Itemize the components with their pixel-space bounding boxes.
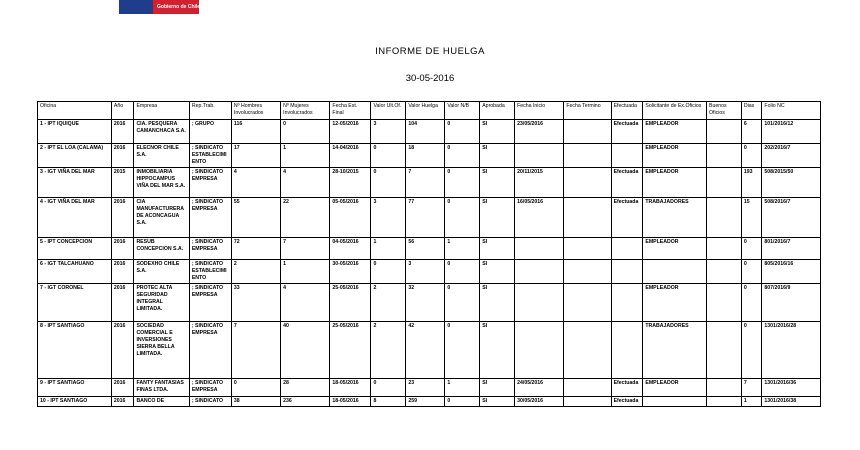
table-cell: ; GRUPO <box>189 120 231 144</box>
table-cell: 28-10/2015 <box>330 168 371 198</box>
table-cell: EMPLEADOR <box>643 379 707 397</box>
table-cell <box>564 238 611 260</box>
table-cell: 259 <box>406 397 445 407</box>
table-cell: BANCO DE <box>134 397 189 407</box>
table-cell: 30-05/2016 <box>330 260 371 284</box>
table-cell: 72 <box>231 238 280 260</box>
table-row <box>38 198 821 238</box>
table-cell <box>707 284 742 322</box>
table-cell: 2016 <box>111 238 134 260</box>
table-cell <box>611 260 643 284</box>
table-cell: SI <box>480 379 515 397</box>
table-cell: SI <box>480 120 515 144</box>
table-cell: 10 - IPT SANTIAGO <box>38 397 112 407</box>
column-header: Aprobada <box>480 102 515 120</box>
table-cell: 8 <box>371 397 406 407</box>
table-cell: 0 <box>371 168 406 198</box>
table-cell: 24/05/2016 <box>515 379 564 397</box>
table-cell: ; SINDICATO EMPRESA <box>189 238 231 260</box>
table-row <box>38 168 821 198</box>
table-cell: INMOBILIARIA HIPPOCAMPUS VIÑA DEL MAR S.A. <box>134 168 189 198</box>
table-cell: 40 <box>281 322 330 379</box>
table-cell: 0 <box>445 260 480 284</box>
table-cell: EMPLEADOR <box>643 284 707 322</box>
table-cell: SODEXHO CHILE S.A. <box>134 260 189 284</box>
table-row <box>38 120 821 144</box>
table-row <box>38 322 821 379</box>
table-cell: 193 <box>741 168 762 198</box>
table-cell <box>564 322 611 379</box>
table-cell: 20/11/2015 <box>515 168 564 198</box>
table-cell: 2016 <box>111 397 134 407</box>
table-cell: SI <box>480 168 515 198</box>
table-cell: 807/2016/9 <box>762 284 821 322</box>
table-cell: 0 <box>741 260 762 284</box>
table-cell: 202/2016/7 <box>762 144 821 168</box>
column-header: Efectuada <box>611 102 643 120</box>
table-cell: 4 <box>281 168 330 198</box>
table-body <box>38 120 821 407</box>
table-cell: 04-05/2016 <box>330 238 371 260</box>
column-header: Dias <box>741 102 762 120</box>
table-cell: 236 <box>281 397 330 407</box>
table-cell: 1 <box>281 144 330 168</box>
strike-report-table <box>37 101 821 407</box>
table-cell: 1 <box>281 260 330 284</box>
table-cell: SI <box>480 284 515 322</box>
column-header: Valor Huelga <box>406 102 445 120</box>
column-header: Fecha Inicio <box>515 102 564 120</box>
table-cell: FANTY FANTASIAS FINAS LTDA. <box>134 379 189 397</box>
table-cell <box>564 120 611 144</box>
table-row <box>38 397 821 407</box>
table-cell: 18-05/2016 <box>330 379 371 397</box>
table-cell: 7 <box>231 322 280 379</box>
table-cell <box>707 198 742 238</box>
table-cell: 0 <box>231 379 280 397</box>
table-cell: CIA. PESQUERA CAMANCHACA S.A. <box>134 120 189 144</box>
table-cell: 3 - IGT VIÑA DEL MAR <box>38 168 112 198</box>
table-cell: 8 - IPT SANTIAGO <box>38 322 112 379</box>
table-cell: ; SINDICATO EMPRESA <box>189 198 231 238</box>
column-header: Valor N/B <box>445 102 480 120</box>
table-cell: EMPLEADOR <box>643 144 707 168</box>
table-cell: SI <box>480 144 515 168</box>
table-cell: 2016 <box>111 120 134 144</box>
table-cell: Efectuada <box>611 120 643 144</box>
gobierno-logo <box>119 0 199 14</box>
table-cell: 2015 <box>111 168 134 198</box>
table-cell: 18 <box>406 144 445 168</box>
table-cell: 12-05/2016 <box>330 120 371 144</box>
table-cell: 0 <box>281 120 330 144</box>
table-cell <box>515 260 564 284</box>
table-cell: 101/2016/12 <box>762 120 821 144</box>
table-cell: 4 <box>281 284 330 322</box>
table-cell: SI <box>480 260 515 284</box>
table-cell: 15 <box>741 198 762 238</box>
table-cell: 22 <box>281 198 330 238</box>
table-cell <box>707 397 742 407</box>
table-cell <box>611 322 643 379</box>
table-cell: Efectuada <box>611 198 643 238</box>
table-cell: 23/05/2016 <box>515 120 564 144</box>
table-cell: 5 - IPT CONCEPCION <box>38 238 112 260</box>
column-header: Oficina <box>38 102 112 120</box>
table-cell <box>611 238 643 260</box>
table-cell <box>643 397 707 407</box>
table-cell: 38 <box>231 397 280 407</box>
table-cell: 0 <box>445 284 480 322</box>
table-row <box>38 144 821 168</box>
table-cell <box>515 284 564 322</box>
table-cell: SI <box>480 198 515 238</box>
column-header: Folio NC <box>762 102 821 120</box>
table-cell <box>564 168 611 198</box>
table-cell: 2016 <box>111 198 134 238</box>
table-cell: ; SINDICATO EMPRESA <box>189 284 231 322</box>
table-cell <box>707 238 742 260</box>
table-cell: 2 <box>231 260 280 284</box>
table-cell: ; SINDICATO EMPRESA <box>189 322 231 379</box>
table-row <box>38 238 821 260</box>
table-cell: 25-05/2016 <box>330 322 371 379</box>
table-cell: 3 <box>371 120 406 144</box>
table-row <box>38 379 821 397</box>
table-cell <box>564 284 611 322</box>
table-cell: Efectuada <box>611 397 643 407</box>
column-header: Nº Mujeres Involucrados <box>281 102 330 120</box>
table-cell: ; SINDICATO ESTABLECIMIENTO <box>189 144 231 168</box>
table-cell <box>707 144 742 168</box>
table-cell: 2 <box>371 284 406 322</box>
table-cell: 0 <box>445 198 480 238</box>
table-cell: 0 <box>741 238 762 260</box>
table-cell: 30/05/2016 <box>515 397 564 407</box>
table-row <box>38 260 821 284</box>
table-cell: 6 <box>741 120 762 144</box>
table-cell: ; SINDICATO EMPRESA <box>189 168 231 198</box>
table-cell <box>611 284 643 322</box>
table-cell: 1 <box>445 238 480 260</box>
table-cell: Efectuada <box>611 379 643 397</box>
table-cell: 42 <box>406 322 445 379</box>
table-cell: 805/2016/16 <box>762 260 821 284</box>
table-cell: 14-04/2016 <box>330 144 371 168</box>
table-cell: 1 <box>371 238 406 260</box>
report-title: INFORME DE HUELGA <box>375 46 485 57</box>
table-cell: EMPLEADOR <box>643 120 707 144</box>
table-cell: 0 <box>741 284 762 322</box>
table-cell: 1301/2016/38 <box>762 397 821 407</box>
table-cell: ; SINDICATO ESTABLECIMIENTO <box>189 260 231 284</box>
table-cell <box>707 379 742 397</box>
table-cell: 4 <box>231 168 280 198</box>
table-cell: SOCIEDAD COMERCIAL E INVERSIONES SIERRA BELLA LIMITADA. <box>134 322 189 379</box>
column-header: Rep.Trab. <box>189 102 231 120</box>
table-cell: 25-05/2016 <box>330 284 371 322</box>
logo-text: Gobierno de Chile <box>157 4 201 10</box>
table-cell <box>707 260 742 284</box>
column-header: Fecha Termino <box>564 102 611 120</box>
table-cell: 17 <box>231 144 280 168</box>
table-cell <box>643 260 707 284</box>
table-cell: 801/2016/7 <box>762 238 821 260</box>
table-cell: 18-05/2016 <box>330 397 371 407</box>
column-header: Solicitante de Ex.Oficios <box>643 102 707 120</box>
table-cell: SI <box>480 397 515 407</box>
table-cell: 0 <box>445 397 480 407</box>
table-cell: 2016 <box>111 144 134 168</box>
table-cell: 7 <box>406 168 445 198</box>
table-cell: EMPLEADOR <box>643 168 707 198</box>
table-cell: ELECNOR CHILE S.A. <box>134 144 189 168</box>
table-cell <box>707 168 742 198</box>
table-cell <box>564 144 611 168</box>
column-header: Valor Ult.Of. <box>371 102 406 120</box>
table-cell: 33 <box>231 284 280 322</box>
table-cell <box>707 322 742 379</box>
table-cell: CIA MANUFACTURERA DE ACONCAGUA S.A. <box>134 198 189 238</box>
table-cell <box>611 144 643 168</box>
table-cell: 32 <box>406 284 445 322</box>
table-cell: 1 - IPT IQUIQUE <box>38 120 112 144</box>
table-cell: 2 <box>371 322 406 379</box>
table-cell: 0 <box>445 144 480 168</box>
table-cell <box>707 120 742 144</box>
table-cell: 0 <box>741 144 762 168</box>
table-cell: 1 <box>445 379 480 397</box>
table-cell: 77 <box>406 198 445 238</box>
logo-blue-stripe <box>119 0 153 14</box>
table-cell: 116 <box>231 120 280 144</box>
table-cell: 0 <box>371 379 406 397</box>
table-cell: 55 <box>231 198 280 238</box>
table-cell <box>564 397 611 407</box>
table-cell: 56 <box>406 238 445 260</box>
table-cell: 9 - IPT SANTIAGO <box>38 379 112 397</box>
table-cell: SI <box>480 238 515 260</box>
table-cell: 05-05/2016 <box>330 198 371 238</box>
table-cell: 0 <box>445 168 480 198</box>
table-cell: 3 <box>406 260 445 284</box>
table-cell: 23 <box>406 379 445 397</box>
table-cell: ; SINDICATO <box>189 397 231 407</box>
table-cell: 1301/2016/28 <box>762 322 821 379</box>
table-cell: TRABAJADORES <box>643 198 707 238</box>
table-cell: 0 <box>371 144 406 168</box>
table-cell: SI <box>480 322 515 379</box>
table-cell <box>515 144 564 168</box>
column-header: Fecha Est. Final <box>330 102 371 120</box>
table-cell: 7 - IGT CORONEL <box>38 284 112 322</box>
table-cell: 4 - IGT VIÑA DEL MAR <box>38 198 112 238</box>
table-cell: 3 <box>371 198 406 238</box>
table-row <box>38 284 821 322</box>
table-cell <box>564 260 611 284</box>
table-cell: TRABAJADORES <box>643 322 707 379</box>
table-cell: PROTEC ALTA SEGURIDAD INTEGRAL LIMITADA. <box>134 284 189 322</box>
table-cell: 0 <box>371 260 406 284</box>
table-cell: 508/2016/7 <box>762 198 821 238</box>
table-cell <box>515 322 564 379</box>
table-cell: 0 <box>445 120 480 144</box>
table-cell: 16/05/2016 <box>515 198 564 238</box>
table-cell: 7 <box>741 379 762 397</box>
table-cell: 1 <box>741 397 762 407</box>
table-cell: 1301/2016/36 <box>762 379 821 397</box>
column-header: Nº Hombres Involucrados <box>231 102 280 120</box>
table-cell: 7 <box>281 238 330 260</box>
column-header: Empresa <box>134 102 189 120</box>
table-cell: RESUB CONCEPCION S.A. <box>134 238 189 260</box>
table-cell <box>564 379 611 397</box>
table-cell <box>515 238 564 260</box>
table-cell: 0 <box>445 322 480 379</box>
table-cell: 2016 <box>111 322 134 379</box>
column-header: Buenos Oficios <box>707 102 742 120</box>
table-cell <box>564 198 611 238</box>
table-cell: 0 <box>741 322 762 379</box>
table-cell: 2016 <box>111 284 134 322</box>
table-cell: 2016 <box>111 260 134 284</box>
table-cell: 6 - IGT TALCAHUANO <box>38 260 112 284</box>
table-cell: ; SINDICATO EMPRESA <box>189 379 231 397</box>
table-header-row <box>38 102 821 120</box>
table-cell: 508/2015/50 <box>762 168 821 198</box>
table-cell: Efectuada <box>611 168 643 198</box>
column-header: Año <box>111 102 134 120</box>
table-cell: 28 <box>281 379 330 397</box>
report-date: 30-05-2016 <box>405 73 455 84</box>
table-cell: 104 <box>406 120 445 144</box>
table-cell: EMPLEADOR <box>643 238 707 260</box>
table-cell: 2 - IPT EL LOA (CALAMA) <box>38 144 112 168</box>
table-cell: 2016 <box>111 379 134 397</box>
